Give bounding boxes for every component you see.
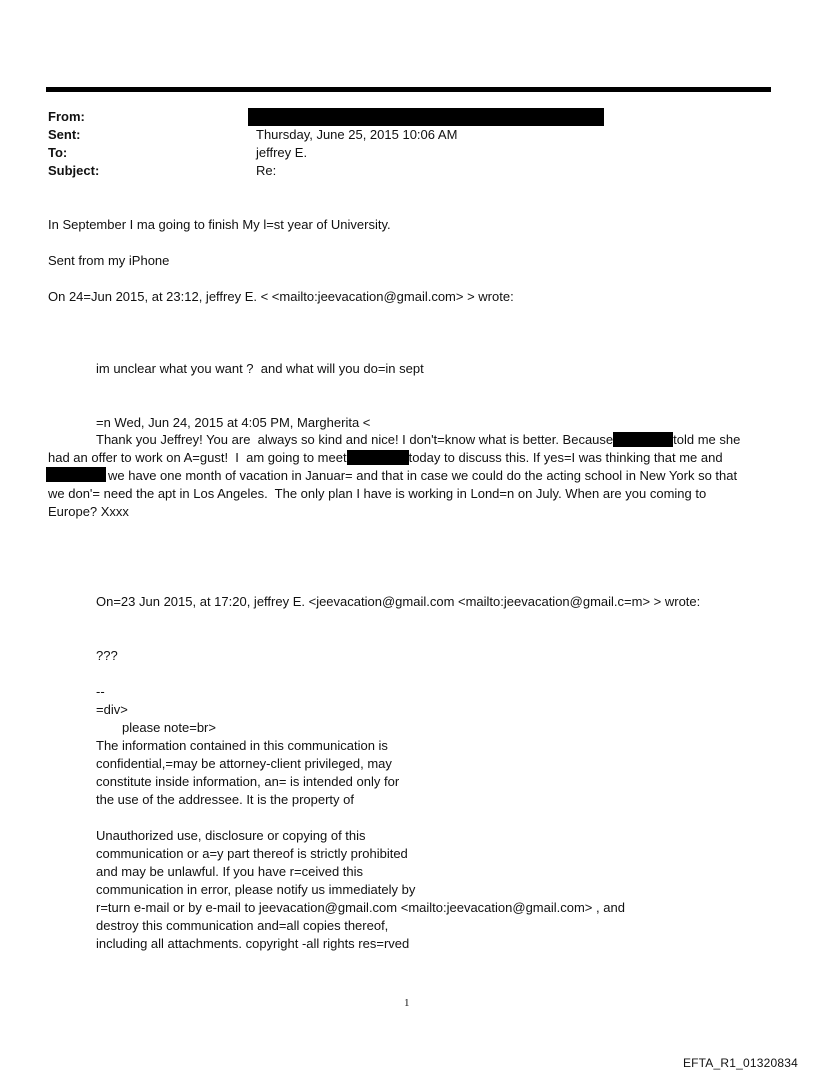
body-text: today to discuss this. If yes=I was thinking that me and — [408, 450, 723, 465]
body-text: told me she — [673, 432, 741, 447]
sent-value: Thursday, June 25, 2015 10:06 AM — [256, 127, 458, 142]
body-line: communication in error, please notify us immediately by — [96, 882, 416, 897]
body-line — [48, 449, 723, 467]
subject-value: Re: — [256, 163, 277, 178]
sent-label: Sent: — [48, 127, 81, 142]
body-line: and may be unlawful. If you have r=ceived this — [96, 864, 364, 879]
body-line: constitute inside information, an= is intended only for — [96, 774, 400, 789]
from-label: From: — [48, 109, 85, 124]
to-label: To: — [48, 145, 68, 160]
body-line: we don'= need the apt in Los Angeles. The only plan I have is working in Lond=n on July. When are you coming to — [48, 486, 707, 501]
body-line: The information contained in this communication is — [96, 738, 388, 753]
inline-redaction — [347, 450, 409, 465]
body-line: In September I ma going to finish My l=st year of University. — [48, 217, 391, 232]
inline-redaction — [613, 432, 673, 447]
bates-number: EFTA_R1_01320834 — [682, 1056, 798, 1070]
body-text: had an offer to work on A=gust! I am going to meet — [48, 450, 347, 465]
page-number: 1 — [404, 997, 410, 1009]
body-line: we have one month of vacation in Januar= and that in case we could do the acting school in New York so that — [108, 468, 738, 483]
body-line: confidential,=may be attorney-client privileged, may — [96, 756, 392, 771]
subject-label: Subject: — [48, 163, 100, 178]
body-line — [96, 431, 740, 449]
body-line: Unauthorized use, disclosure or copying of this — [96, 828, 366, 843]
body-line: =div> — [96, 702, 128, 717]
body-line: -- — [96, 684, 105, 699]
body-line: On=23 Jun 2015, at 17:20, jeffrey E. <jeevacation@gmail.com <mailto:jeevacation@gmail.c=m> > wrote: — [96, 594, 701, 609]
body-line: Sent from my iPhone — [48, 253, 170, 268]
body-line: ??? — [96, 648, 118, 663]
inline-redaction — [46, 467, 106, 482]
from-redaction — [248, 108, 604, 126]
body-line: r=turn e-mail or by e-mail to jeevacation@gmail.com <mailto:jeevacation@gmail.com> , and — [96, 900, 625, 915]
body-line: including all attachments. copyright -all rights res=rved — [96, 936, 410, 951]
body-line: destroy this communication and=all copies thereof, — [96, 918, 389, 933]
body-line: =n Wed, Jun 24, 2015 at 4:05 PM, Margherita < — [96, 415, 371, 430]
header-rule — [46, 87, 771, 92]
to-value: jeffrey E. — [256, 145, 308, 160]
body-line: On 24=Jun 2015, at 23:12, jeffrey E. < <mailto:jeevacation@gmail.com> > wrote: — [48, 289, 514, 304]
body-line: im unclear what you want ? and what will you do=in sept — [96, 361, 424, 376]
body-line: please note=br> — [122, 720, 216, 735]
body-line: Europe? Xxxx — [48, 504, 129, 519]
body-text: Thank you Jeffrey! You are always so kind and nice! I don't=know what is better. Because — [96, 432, 614, 447]
body-line: the use of the addressee. It is the property of — [96, 792, 354, 807]
body-line: communication or a=y part thereof is strictly prohibited — [96, 846, 408, 861]
